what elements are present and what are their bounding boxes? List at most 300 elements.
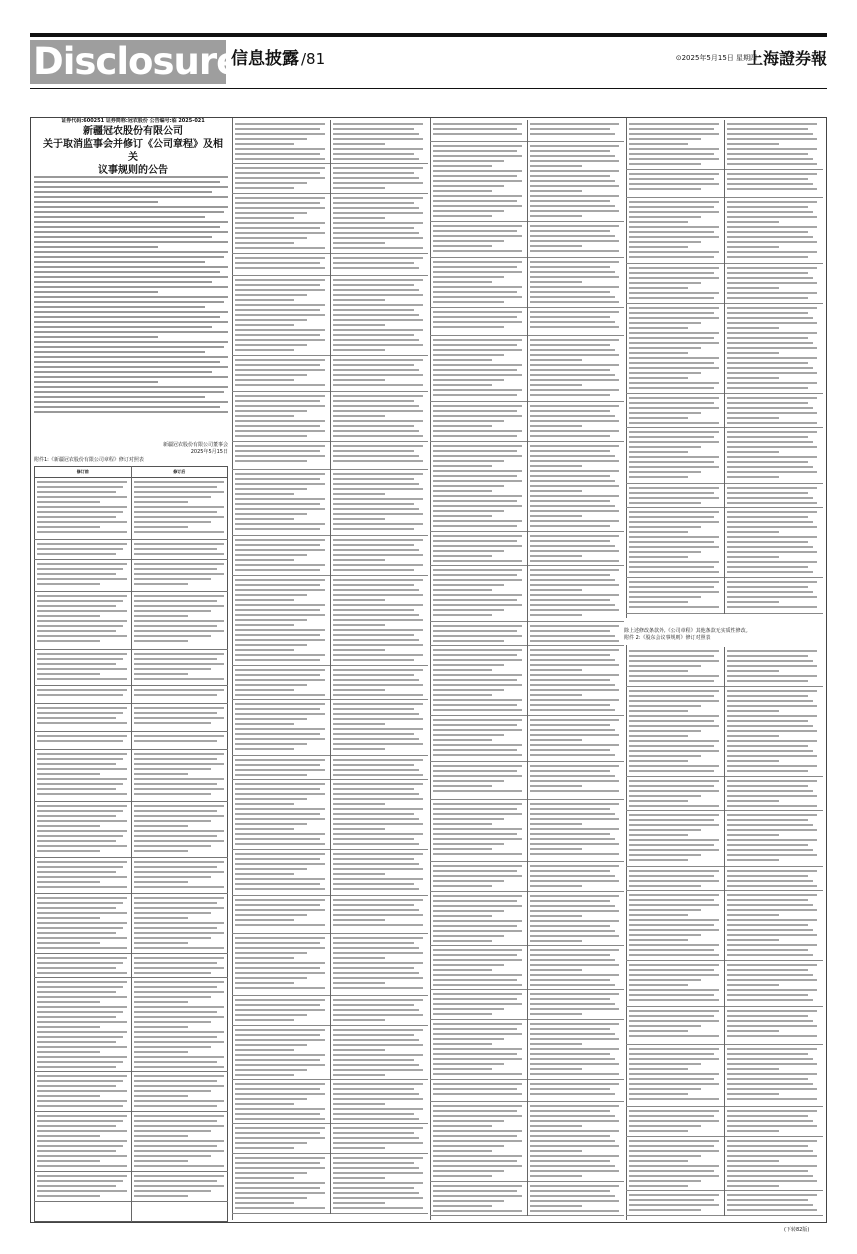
text-line [433, 1013, 492, 1015]
text-line [34, 361, 220, 363]
text-line [235, 733, 320, 735]
text-line [134, 840, 224, 842]
text-line [37, 810, 123, 812]
text-line [333, 629, 423, 631]
text-line [333, 420, 423, 422]
text-line [333, 858, 414, 860]
text-line [235, 999, 325, 1001]
table-divider [724, 508, 725, 578]
cell-after [333, 999, 423, 1024]
text-line [333, 703, 423, 705]
text-line [134, 758, 217, 760]
cell-before [235, 1083, 325, 1123]
text-line [134, 1125, 224, 1127]
text-line [333, 400, 414, 402]
text-line [333, 1093, 419, 1095]
text-line [530, 296, 615, 298]
cell-after [134, 861, 224, 891]
text-line [727, 735, 779, 737]
cell-before [37, 481, 127, 536]
text-line [134, 1145, 217, 1147]
text-line [37, 902, 123, 904]
text-line [333, 793, 419, 795]
text-line [629, 476, 688, 478]
text-line [235, 1049, 294, 1051]
cell-after [134, 595, 224, 645]
text-line [333, 384, 423, 386]
table-divider [527, 308, 528, 336]
cell-after [530, 1105, 619, 1180]
company-name: 新疆冠农股份有限公司 [83, 126, 183, 137]
text-line [530, 215, 582, 217]
text-line [37, 673, 100, 675]
text-line [727, 502, 817, 504]
text-line [34, 216, 205, 218]
cell-after [333, 257, 423, 272]
text-line [629, 740, 719, 742]
text-line [727, 939, 779, 941]
text-line [727, 606, 817, 608]
text-line [629, 735, 688, 737]
text-line [530, 954, 610, 956]
text-line [235, 138, 307, 140]
cell-before [37, 897, 127, 952]
text-line [727, 431, 817, 433]
text-line [333, 1202, 385, 1204]
text-line [134, 1041, 224, 1043]
text-line [433, 930, 522, 932]
text-line [629, 546, 719, 548]
text-line [433, 394, 517, 396]
text-line [235, 128, 320, 130]
text-line [727, 1199, 808, 1201]
text-line [37, 773, 100, 775]
text-line [37, 830, 127, 832]
text-line [727, 357, 817, 359]
text-line [235, 659, 320, 661]
text-line [37, 881, 100, 883]
text-line [629, 497, 719, 499]
text-line [629, 1083, 719, 1085]
text-line [235, 133, 325, 135]
text-line [235, 798, 307, 800]
text-line [333, 764, 414, 766]
text-line [433, 150, 517, 152]
text-line [727, 1015, 808, 1017]
text-line [433, 915, 492, 917]
text-line [235, 614, 325, 616]
text-line [333, 1197, 423, 1199]
text-line [235, 217, 294, 219]
text-line [235, 539, 325, 541]
text-line [34, 246, 158, 248]
cell-after [727, 870, 817, 890]
text-line [629, 1015, 714, 1017]
text-line [629, 382, 719, 384]
text-line [235, 579, 325, 581]
cell-before [433, 1023, 522, 1078]
text-line [134, 922, 224, 924]
text-line [629, 785, 714, 787]
text-line [629, 944, 719, 946]
cell-after [333, 899, 423, 929]
masthead-underline [30, 88, 827, 89]
text-line [34, 396, 205, 398]
text-line [37, 707, 127, 709]
text-line [37, 1125, 116, 1127]
text-line [134, 845, 211, 847]
text-line [333, 942, 414, 944]
text-line [37, 600, 123, 602]
text-line [34, 336, 158, 338]
cell-after [530, 895, 619, 945]
text-line [235, 455, 325, 457]
text-line [629, 297, 714, 299]
text-line [333, 748, 385, 750]
text-line [333, 559, 385, 561]
text-line [134, 967, 224, 969]
cell-before [629, 650, 719, 685]
table-divider [330, 470, 331, 536]
text-line [34, 341, 228, 343]
text-line [134, 610, 211, 612]
text-line [629, 745, 714, 747]
text-line [433, 420, 504, 422]
text-line [235, 1054, 325, 1056]
text-line [629, 969, 714, 971]
text-line [727, 183, 813, 185]
text-line [134, 917, 188, 919]
text-line [727, 163, 817, 165]
text-line [37, 917, 100, 919]
text-line [433, 555, 492, 557]
text-line [629, 655, 714, 657]
text-line [235, 639, 325, 641]
text-line [333, 1172, 423, 1174]
text-line [727, 188, 817, 190]
text-line [530, 190, 582, 192]
text-line [629, 670, 688, 672]
table-divider [330, 780, 331, 850]
text-line [629, 377, 688, 379]
table-divider [330, 666, 331, 700]
text-line [235, 503, 320, 505]
text-line [433, 1023, 522, 1025]
text-line [34, 266, 228, 268]
text-line [333, 694, 423, 696]
text-line [34, 191, 212, 193]
text-line [433, 823, 492, 825]
top-rule [30, 33, 827, 37]
text-line [235, 982, 294, 984]
text-line [433, 425, 492, 427]
text-line [333, 909, 419, 911]
text-line [727, 914, 779, 916]
text-line [333, 202, 414, 204]
text-line [629, 1098, 719, 1100]
text-line [333, 1207, 423, 1209]
text-line [333, 833, 423, 835]
cell-before [629, 1048, 719, 1103]
text-line [433, 579, 522, 581]
cell-after [134, 897, 224, 952]
text-line [134, 548, 217, 550]
text-line [629, 1160, 688, 1162]
text-line [333, 962, 423, 964]
text-line [727, 128, 808, 130]
text-line [530, 195, 619, 197]
text-line [727, 1150, 813, 1152]
text-line [333, 1113, 414, 1115]
text-line [530, 828, 619, 830]
text-line [333, 554, 423, 556]
text-line [629, 919, 719, 921]
text-line [34, 286, 228, 288]
table-divider [724, 1045, 725, 1107]
text-line [235, 123, 325, 125]
text-line [37, 501, 100, 503]
table-divider [330, 276, 331, 356]
text-line [433, 485, 504, 487]
text-line [433, 410, 517, 412]
text-line [629, 1068, 688, 1070]
text-line [37, 1180, 123, 1182]
text-line [433, 803, 522, 805]
text-line [530, 1058, 615, 1060]
text-line [727, 680, 808, 682]
text-line [530, 128, 610, 130]
text-line [530, 724, 610, 726]
table-divider [724, 867, 725, 891]
cell-after [134, 653, 224, 683]
text-line [629, 216, 701, 218]
text-line [433, 230, 517, 232]
text-line [629, 606, 719, 608]
text-line [530, 823, 582, 825]
text-line [727, 541, 808, 543]
text-line [629, 128, 714, 130]
cell-after [134, 563, 224, 588]
text-line [629, 337, 714, 339]
text-line [235, 823, 307, 825]
text-line [235, 528, 320, 530]
text-line [629, 849, 719, 851]
text-line [37, 1036, 123, 1038]
text-line [629, 372, 701, 374]
text-line [530, 505, 615, 507]
text-line [629, 312, 714, 314]
text-line [727, 1010, 817, 1012]
text-line [134, 1006, 224, 1008]
text-line [530, 694, 582, 696]
text-line [235, 415, 294, 417]
text-line [629, 226, 719, 228]
text-line [530, 1008, 619, 1010]
text-line [530, 374, 615, 376]
text-line [235, 309, 320, 311]
text-line [727, 1030, 779, 1032]
text-line [235, 644, 307, 646]
text-line [37, 1185, 116, 1187]
text-line [333, 823, 423, 825]
text-line [37, 835, 123, 837]
text-line [433, 689, 504, 691]
text-line [727, 456, 817, 458]
text-line [235, 488, 307, 490]
announcement-title-2: 议事规则的公告 [98, 165, 168, 176]
text-line [433, 1145, 504, 1147]
section-brand-logo: Disclosure [30, 40, 226, 84]
cell-before [433, 445, 522, 530]
text-line [333, 828, 385, 830]
text-line [433, 729, 522, 731]
text-line [333, 324, 385, 326]
text-line [530, 669, 582, 671]
text-line [629, 650, 719, 652]
text-line [235, 304, 325, 306]
text-line [235, 748, 294, 750]
note-line-2: 附件 2:《股东会议事规则》修订对照表 [624, 635, 711, 641]
text-line [333, 289, 419, 291]
table-divider [527, 442, 528, 532]
cell-after [333, 539, 423, 574]
text-line [235, 843, 325, 845]
text-line [34, 306, 205, 308]
cell-before [629, 814, 719, 864]
text-line [530, 790, 619, 792]
text-line [134, 1195, 188, 1197]
text-line [629, 929, 719, 931]
table-divider [330, 442, 331, 470]
text-line [727, 700, 813, 702]
text-line [727, 1120, 813, 1122]
text-line [433, 339, 522, 341]
text-line [235, 334, 320, 336]
cell-after [727, 1110, 817, 1135]
text-line [530, 1068, 582, 1070]
text-line [530, 301, 619, 303]
text-line [134, 1061, 217, 1063]
text-line [235, 1019, 294, 1021]
text-line [37, 605, 116, 607]
text-line [727, 1185, 779, 1187]
text-line [530, 1033, 615, 1035]
text-line [235, 914, 307, 916]
text-line [629, 287, 688, 289]
text-line [433, 630, 517, 632]
text-line [433, 640, 504, 642]
text-line [727, 1165, 817, 1167]
text-line [433, 984, 522, 986]
text-line [727, 765, 817, 767]
text-line [134, 1150, 224, 1152]
text-line [629, 994, 714, 996]
text-line [727, 246, 779, 248]
text-line [235, 182, 307, 184]
text-line [333, 242, 385, 244]
text-line [433, 1048, 522, 1050]
text-line [629, 1175, 719, 1177]
text-line [34, 376, 228, 378]
text-line [235, 584, 320, 586]
text-line [433, 540, 517, 542]
text-line [333, 294, 423, 296]
text-line [727, 206, 808, 208]
text-line [530, 359, 582, 361]
text-line [629, 1053, 714, 1055]
cell-after [727, 581, 817, 611]
text-line [333, 222, 423, 224]
text-line [235, 339, 325, 341]
text-line [727, 236, 813, 238]
text-line [333, 197, 423, 199]
text-line [727, 969, 808, 971]
text-line [333, 395, 423, 397]
text-line [629, 347, 701, 349]
cell-before [629, 267, 719, 302]
text-line [433, 574, 517, 576]
cell-after [727, 123, 817, 168]
text-line [629, 456, 719, 458]
text-line [530, 1073, 619, 1075]
text-line [727, 1155, 817, 1157]
text-line [727, 382, 817, 384]
text-line [235, 405, 325, 407]
text-line [333, 508, 419, 510]
cell-after [530, 803, 619, 858]
cell-after [727, 964, 817, 1004]
text-line [629, 1088, 701, 1090]
text-line [433, 369, 517, 371]
text-line [629, 133, 719, 135]
text-line [34, 386, 228, 388]
text-line [433, 515, 492, 517]
text-line [333, 982, 385, 984]
text-line [727, 849, 813, 851]
text-line [37, 668, 127, 670]
table-divider [330, 164, 331, 194]
text-line [433, 1043, 492, 1045]
text-line [433, 1155, 522, 1157]
text-line [37, 1105, 123, 1107]
text-line [134, 820, 211, 822]
text-line [235, 1059, 320, 1061]
text-line [629, 1120, 719, 1122]
text-line [727, 536, 817, 538]
text-line [530, 1038, 619, 1040]
cell-before [235, 167, 325, 192]
text-line [727, 332, 817, 334]
text-line [134, 722, 211, 724]
text-line [530, 545, 615, 547]
text-line [333, 158, 419, 160]
text-line [333, 227, 414, 229]
text-line [433, 500, 517, 502]
cell-after [134, 689, 224, 699]
cell-before [235, 899, 325, 929]
text-line [530, 998, 610, 1000]
text-line [629, 417, 688, 419]
text-line [727, 471, 817, 473]
text-line [530, 843, 619, 845]
cell-after [333, 197, 423, 252]
text-line [37, 496, 127, 498]
text-line [530, 674, 619, 676]
text-line [727, 1078, 808, 1080]
text-line [34, 411, 228, 413]
cell-before [629, 123, 719, 168]
text-line [333, 659, 414, 661]
